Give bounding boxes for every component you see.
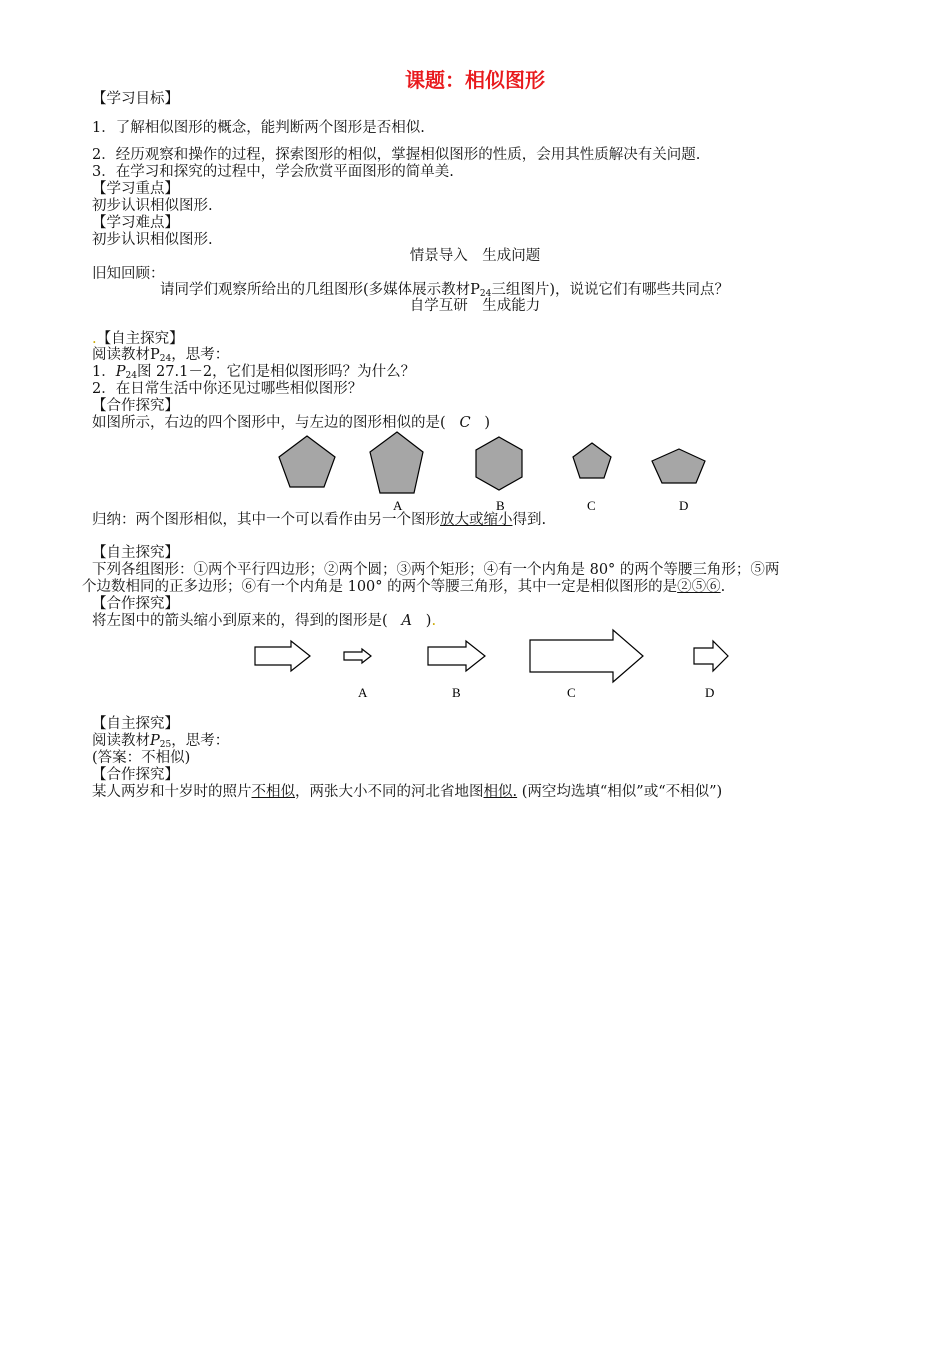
key-point-text: 初步认识相似图形. — [92, 198, 213, 214]
arrow-b — [428, 641, 485, 671]
block5-header: 【自主探究】 — [92, 716, 179, 732]
block3-header: 【自主探究】 — [92, 545, 179, 561]
block2-question: 如图所示，右边的四个图形中，与左边的图形相似的是( C ) — [92, 415, 491, 431]
block1-read: 阅读教材$P_{24}$，思考： — [92, 347, 230, 364]
arrow-label-a: A — [358, 685, 368, 700]
goals-header: 【学习目标】 — [92, 91, 179, 107]
arrow-label-c: C — [567, 685, 576, 700]
block6-question: 某人两岁和十岁时的照片不相似，两张大小不同的河北省地图相似. (两空均选填“相似”或“不相似”) — [92, 784, 723, 800]
block1-header: .【自主探究】 — [92, 331, 184, 347]
option-label-b: B — [496, 498, 505, 513]
arrow-label-d: D — [705, 685, 715, 700]
review-text: 请同学们观察所给出的几组图形(多媒体展示教材$P_{24}$三组图片)，说说它们有哪些共同点？ — [160, 282, 730, 299]
block4-question: 将左图中的箭头缩小到原来的，得到的图形是( A ). — [92, 613, 437, 629]
option-label-a: A — [393, 498, 403, 513]
hexagon-b — [476, 437, 522, 490]
pentagon-figure — [0, 0, 950, 520]
arrow-a — [344, 649, 371, 663]
difficulty-header: 【学习难点】 — [92, 215, 179, 231]
page-title: 课题：相似图形 — [405, 68, 545, 92]
pentagon-a — [370, 432, 423, 493]
arrow-label-b: B — [452, 685, 461, 700]
option-label-d: D — [679, 498, 689, 513]
block6-header: 【合作探究】 — [92, 767, 179, 783]
arrow-figure — [0, 620, 950, 710]
block2-summary: 归纳：两个图形相似，其中一个可以看作由另一个图形放大或缩小得到. — [92, 512, 547, 528]
block2-header: 【合作探究】 — [92, 398, 179, 414]
block1-question-2: 2．在日常生活中你还见过哪些相似图形？ — [92, 381, 363, 397]
difficulty-text: 初步认识相似图形. — [92, 232, 213, 248]
arrow-original — [255, 641, 310, 671]
key-point-header: 【学习重点】 — [92, 181, 179, 197]
pentagon-c — [573, 443, 611, 478]
review-label: 旧知回顾： — [92, 266, 165, 282]
block5-answer: (答案：不相似) — [92, 750, 191, 766]
goal-item-1: 1．了解相似图形的概念，能判断两个图形是否相似. — [92, 120, 425, 136]
arrow-d — [694, 641, 728, 671]
block5-read: 阅读教材$P_{25}$，思考： — [92, 733, 230, 750]
block1-question-1: 1．$P_{24}$图 27.1－2，它们是相似图形吗？为什么？ — [92, 364, 416, 381]
block4-header: 【合作探究】 — [92, 596, 179, 612]
goal-item-3: 3．在学习和探究的过程中，学会欣赏平面图形的简单美. — [92, 164, 454, 180]
pentagon-original — [279, 436, 335, 487]
section-heading-2: 自学互研 生成能力 — [409, 298, 541, 314]
block3-line-1: 下列各组图形：①两个平行四边形；②两个圆；③两个矩形；④有一个内角是 80° 的两个等腰三角形；⑤两 — [92, 562, 780, 578]
goal-item-2: 2．经历观察和操作的过程，探索图形的相似，掌握相似图形的性质，会用其性质解决有关问题. — [92, 147, 701, 163]
block3-line-2: 个边数相同的正多边形；⑥有一个内角是 100° 的两个等腰三角形，其中一定是相似图形的是②⑤⑥. — [82, 579, 726, 595]
option-label-c: C — [587, 498, 596, 513]
arrow-c — [530, 630, 643, 682]
section-heading-1: 情景导入 生成问题 — [409, 248, 541, 264]
pentagon-d — [652, 449, 705, 483]
